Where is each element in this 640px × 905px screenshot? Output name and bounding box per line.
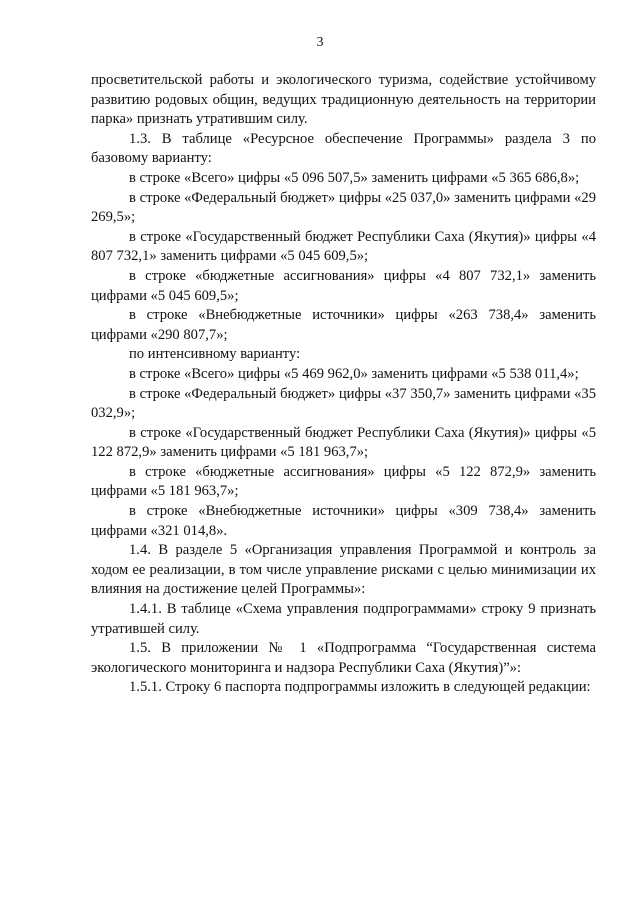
page-number: 3 <box>316 35 324 50</box>
paragraph-base-federal: в строке «Федеральный бюджет» цифры «25 037,0» заменить цифрами «29 269,5»; <box>91 189 596 226</box>
paragraph-intensive-total: в строке «Всего» цифры «5 469 962,0» заменить цифрами «5 538 011,4»; <box>129 365 579 382</box>
paragraph-intensive-federal: в строке «Федеральный бюджет» цифры «37 350,7» заменить цифрами «35 032,9»; <box>91 385 596 422</box>
paragraph-1-4-1: 1.4.1. В таблице «Схема управления подпрограммами» строку 9 признать утратившей силу. <box>91 601 596 637</box>
document-body <box>91 71 596 698</box>
paragraph-1-5-1: 1.5.1. Строку 6 паспорта подпрограммы изложить в следующей редакции: <box>129 679 591 696</box>
paragraph-base-total: в строке «Всего» цифры «5 096 507,5» заменить цифрами «5 365 686,8»; <box>129 169 580 186</box>
paragraph-intensive-state-budget: в строке «Государственный бюджет Республики Саха (Якутия)» цифры «5 122 872,9» заменить цифрами «5 181 963,7»; <box>91 424 596 461</box>
paragraph-1-5: 1.5. В приложении № 1 «Подпрограмма “Государственная система экологического мониторинга и надзора Республики Саха (Якутия)”»: <box>91 640 596 676</box>
paragraph-intensive-extrabudget: в строке «Внебюджетные источники» цифры «309 738,4» заменить цифрами «321 014,8». <box>91 503 596 539</box>
paragraph-base-allocations: в строке «бюджетные ассигнования» цифры «4 807 732,1» заменить цифрами «5 045 609,5»; <box>91 267 596 304</box>
paragraph-1-4: 1.4. В разделе 5 «Организация управления Программой и контроль за ходом ее реализации, в том числе управление рисками с целью минимизации их влияния на достижение целей Программы»: <box>91 542 596 598</box>
paragraph-intensive-allocations: в строке «бюджетные ассигнования» цифры «5 122 872,9» заменить цифрами «5 181 963,7»; <box>91 463 596 500</box>
paragraph-base-extrabudget: в строке «Внебюджетные источники» цифры «263 738,4» заменить цифрами «290 807,7»; <box>91 307 596 343</box>
paragraph-base-state-budget: в строке «Государственный бюджет Республики Саха (Якутия)» цифры «4 807 732,1» заменить цифрами «5 045 609,5»; <box>91 228 596 265</box>
paragraph-continuation: просветительской работы и экологического туризма, содействие устойчивому развитию родовых общин, ведущих традиционную деятельность на территории парка» признать утратившим силу. <box>91 72 596 128</box>
paragraph-intensive-heading: по интенсивному варианту: <box>129 346 301 363</box>
paragraph-1-3: 1.3. В таблице «Ресурсное обеспечение Программы» раздела 3 по базовому варианту: <box>91 130 596 167</box>
